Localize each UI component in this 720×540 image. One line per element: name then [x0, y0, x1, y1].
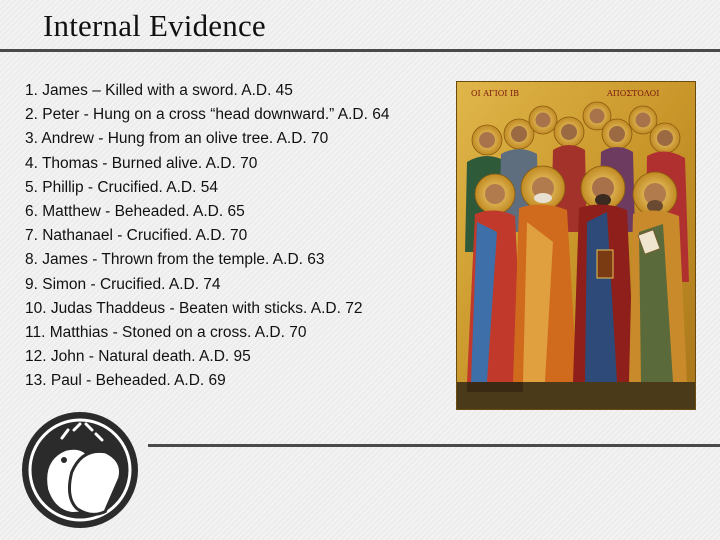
list-item: 11. Matthias - Stoned on a cross. A.D. 70	[25, 324, 307, 342]
list-item: 6. Matthew - Beheaded. A.D. 65	[25, 203, 245, 221]
slide-title: Internal Evidence	[43, 8, 266, 43]
apostle-list	[25, 79, 389, 394]
icon-inscription-left: ΟΙ ΑΓΙΟΙ ΙΒ	[471, 89, 520, 98]
list-item: 12. John - Natural death. A.D. 95	[25, 348, 251, 366]
icon-inscription-right: ΑΠΟΣΤΟΛΟΙ	[607, 89, 660, 98]
apostles-icon-image	[456, 81, 696, 410]
list-item: 7. Nathanael - Crucified. A.D. 70	[25, 227, 248, 245]
list-item: 5. Phillip - Crucified. A.D. 54	[25, 178, 218, 196]
footer-divider	[148, 444, 720, 447]
list-item: 9. Simon - Crucified. A.D. 74	[25, 275, 221, 293]
list-item: 13. Paul - Beheaded. A.D. 69	[25, 372, 226, 390]
list-item: 1. James – Killed with a sword. A.D. 45	[25, 82, 293, 99]
list-item: 8. James - Thrown from the temple. A.D. 63	[25, 251, 325, 269]
list-item: 4. Thomas - Burned alive. A.D. 70	[25, 154, 258, 172]
list-item: 10. Judas Thaddeus - Beaten with sticks. A.D. 72	[25, 299, 363, 317]
title-divider	[0, 49, 720, 52]
dog-tags-logo-icon	[18, 408, 142, 532]
list-item: 2. Peter - Hung on a cross “head downward.” A.D. 64	[25, 106, 390, 124]
list-item: 3. Andrew - Hung from an olive tree. A.D. 70	[25, 130, 329, 148]
